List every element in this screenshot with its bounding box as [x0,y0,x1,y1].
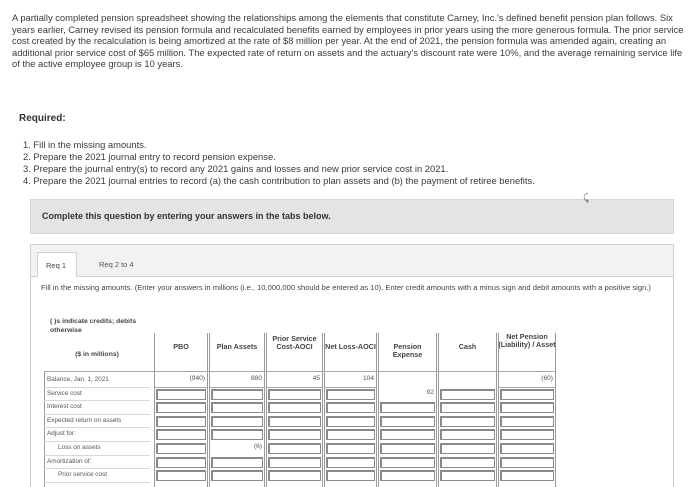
amount-input-cash[interactable] [440,457,495,468]
cell-value-plan-assets: (6) [253,443,262,450]
requirement-item: 4. Prepare the 2021 journal entries to record (a) the cash contribution to plan assets and (b) the payment of retiree benefits. [23,175,535,186]
amount-input-net-pension[interactable] [500,416,554,427]
amount-input-pension-expense[interactable] [380,416,435,427]
row-rule [44,387,150,388]
cell-value-net-loss: 104 [362,375,374,382]
amount-input-net-loss[interactable] [326,389,375,400]
amount-input-cash[interactable] [440,416,495,427]
row-rule [44,455,150,456]
row-label: Prior service cost [58,471,108,479]
cell-value-plan-assets: 880 [250,375,262,382]
row-label: Interest cost [47,403,82,411]
requirement-item: 2. Prepare the 2021 journal entry to record pension expense. [23,151,276,162]
cell-value-net-pension: (60) [541,375,553,382]
amount-input-plan-assets[interactable] [211,470,263,481]
row-rule [44,441,150,442]
requirements-list [23,139,683,187]
amount-input-prior-service-cost[interactable] [268,416,321,427]
amount-input-pension-expense[interactable] [380,402,435,413]
row-label: Loss on assets [58,444,101,451]
column-header-prior-service-cost: Prior Service Cost-AOCI [272,334,317,351]
amount-input-cash[interactable] [440,429,495,440]
amount-input-net-loss[interactable] [326,429,375,440]
column-header-plan-assets: Plan Assets [216,342,258,351]
amount-input-net-pension[interactable] [500,402,554,413]
amount-input-pension-expense[interactable] [380,470,435,481]
row-label: Service cost [47,389,82,397]
amount-input-prior-service-cost[interactable] [268,443,321,454]
instructions-banner [30,199,674,234]
row-rule [44,427,150,428]
cell-value-pbo: (940) [189,375,205,382]
amount-input-plan-assets[interactable] [211,402,263,413]
credit-note: ( )s indicate credits; debits otherwise [50,318,137,334]
column-header-net-loss: Net Loss-AOCI [325,342,376,351]
amount-input-net-pension[interactable] [500,443,554,454]
instructions-text: Fill in the missing amounts. (Enter your answers in millions (i.e., 10,000,000 should be entered as 10). Enter credit amounts with a minus sign and debit amounts with a positive sign.) [41,283,651,292]
amount-input-cash[interactable] [440,443,495,454]
mouse-cursor-icon: ⤹ [583,193,589,204]
amount-input-net-loss[interactable] [326,443,375,454]
column-header-pension-expense: Pension Expense [392,342,423,359]
row-rule [44,400,150,401]
column-header-pbo: PBO [173,342,189,351]
row-rule [209,387,265,388]
amount-input-net-loss[interactable] [326,402,375,413]
row-label: Balance, Jan. 1, 2021 [47,376,109,383]
row-rule [44,468,150,469]
row-label: Adjust for: [47,430,76,438]
amount-input-cash[interactable] [440,389,495,400]
units-label: ($ in millions) [75,351,119,358]
row-label: Expected return on assets [47,416,122,424]
amount-input-pbo[interactable] [156,389,206,400]
amount-input-prior-service-cost[interactable] [268,402,321,413]
amount-input-pension-expense[interactable] [380,443,435,454]
amount-input-pension-expense[interactable] [380,429,435,440]
amount-input-net-pension[interactable] [500,429,554,440]
tab-bar [31,245,673,277]
amount-input-net-pension[interactable] [500,470,554,481]
header-rule [44,371,556,372]
amount-input-plan-assets[interactable] [211,429,263,440]
amount-input-pbo[interactable] [156,416,206,427]
amount-input-cash[interactable] [440,402,495,413]
column-header-cash: Cash [458,342,477,351]
column-header-net-pension: Net Pension (Liability) / Asset [498,332,556,349]
row-rule [154,387,208,388]
amount-input-net-pension[interactable] [500,389,554,400]
tab-req-1[interactable]: Req 1 [37,252,77,277]
amount-input-net-pension[interactable] [500,457,554,468]
amount-input-net-loss[interactable] [326,470,375,481]
row-rule [324,387,377,388]
row-rule [498,387,556,388]
requirement-item: 3. Prepare the journal entry(s) to record any 2021 gains and losses and new prior service cost in 2021. [23,163,449,174]
amount-input-prior-service-cost[interactable] [268,429,321,440]
amount-input-pbo[interactable] [156,470,206,481]
cell-value-prior-service-cost: 45 [312,375,320,382]
amount-input-pbo[interactable] [156,429,206,440]
amount-input-pbo[interactable] [156,402,206,413]
row-rule [266,387,323,388]
label-column [44,371,150,487]
amount-input-plan-assets[interactable] [211,389,263,400]
amount-input-plan-assets[interactable] [211,416,263,427]
problem-intro: A partially completed pension spreadsheet showing the relationships among the elements that constitute Carney, Inc.'s defined benefit pension plan follows. Six years earlier, Carney revised its pension formula and recalculated benefits earned by employees in prior years using the more generous formula. The prior service cost created by the recalculation is being amortized at the rate of $8 million per year. At the end of 2021, the pension formula was amended again, creating an additional prior service cost of $65 million. The expected rate of return on assets and the actuary's discount rate were 10%, and the average remaining service life of the active employee group is 10 years. [12,12,684,70]
amount-input-net-loss[interactable] [326,457,375,468]
required-heading: Required: [19,113,66,124]
amount-input-plan-assets[interactable] [211,457,263,468]
amount-input-pbo[interactable] [156,457,206,468]
banner-text: Complete this question by entering your answers in the tabs below. [42,211,331,221]
amount-input-cash[interactable] [440,470,495,481]
requirement-item: 1. Fill in the missing amounts. [23,139,147,150]
question-panel [30,244,674,487]
tab-req-2-to-4[interactable]: Req 2 to 4 [99,260,134,269]
row-rule [44,482,150,483]
amount-input-prior-service-cost[interactable] [268,470,321,481]
row-rule [44,414,150,415]
amount-input-pbo[interactable] [156,443,206,454]
amount-input-prior-service-cost[interactable] [268,457,321,468]
amount-input-prior-service-cost[interactable] [268,389,321,400]
amount-input-net-loss[interactable] [326,416,375,427]
cell-value-pension-expense: 92 [426,388,434,396]
amount-input-pension-expense[interactable] [380,457,435,468]
row-label: Amortization of: [47,457,92,465]
